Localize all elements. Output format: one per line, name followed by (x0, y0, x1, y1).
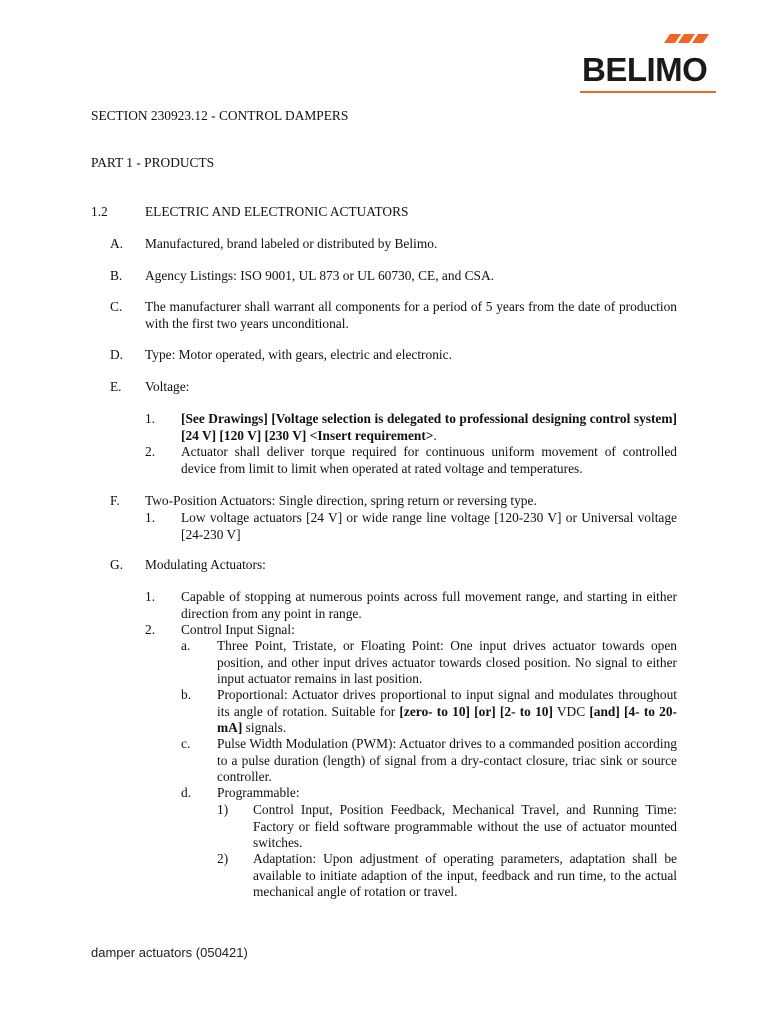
logo-underline (580, 91, 716, 93)
item-e1-bold: [See Drawings] [Voltage selection is delegated to professional designing control system] [24 V] [120 V] [230 V] <Insert requirement> (181, 411, 677, 443)
item-g1-label: 1. (145, 589, 156, 604)
item-g2a-text: Three Point, Tristate, or Floating Point: One input drives actuator towards open position, and other input drives actuator towards closed position. No signal to either input actuator remains in last position. (217, 638, 677, 686)
item-g2b-text1: Proportional: Actuator drives proportional to input signal and modulates throughout its angle of rotation. Suitable for (217, 687, 677, 719)
item-e2-label: 2. (145, 444, 156, 459)
item-g2b-bold1: [zero- to 10] [or] [2- to 10] (399, 703, 553, 719)
item-g2b-text (217, 687, 677, 737)
item-g-label: G. (110, 557, 124, 572)
item-g2d2-label: 2) (217, 851, 229, 866)
item-g2c-text: Pulse Width Modulation (PWM): Actuator drives to a commanded position according to a pulse duration (length) of signal from a dry-contact closure, triac sink or source controller. (217, 736, 677, 784)
item-g2a-label: a. (181, 638, 191, 653)
item-f-text: Two-Position Actuators: Single direction, spring return or reversing type. (145, 493, 537, 508)
item-b-label: B. (110, 268, 123, 283)
article-number: 1.2 (91, 204, 108, 219)
item-f-label: F. (110, 493, 120, 508)
item-e1-label: 1. (145, 411, 156, 426)
item-g2b-text3: signals. (242, 720, 287, 735)
item-d-text: Type: Motor operated, with gears, electric and electronic. (145, 347, 452, 362)
article-title: ELECTRIC AND ELECTRONIC ACTUATORS (145, 204, 409, 219)
item-g2d-label: d. (181, 785, 192, 800)
item-e-text: Voltage: (145, 379, 190, 394)
item-b-text: Agency Listings: ISO 9001, UL 873 or UL 60730, CE, and CSA. (145, 268, 495, 283)
item-g2b-bold2: [and] [4- to 20-mA] (217, 703, 678, 735)
page-footer: damper actuators (050421) (91, 945, 248, 960)
item-c-text: The manufacturer shall warrant all components for a period of 5 years from the date of production with the first two years unconditional. (145, 299, 677, 331)
item-e1-tail: . (433, 427, 437, 443)
item-d-label: D. (110, 347, 124, 362)
item-g2b-label: b. (181, 687, 192, 702)
belimo-logo (580, 34, 716, 96)
item-g2d2-text: Adaptation: Upon adjustment of operating parameters, adaptation shall be available to initiate adaption of the input, feedback and run time, to the actual mechanical angle of rotation or travel. (253, 851, 677, 899)
logo-text: BELIMO (582, 51, 708, 88)
item-c-label: C. (110, 299, 123, 314)
item-f1-text: Low voltage actuators [24 V] or wide range line voltage [120-230 V] or Universal voltage [24-230 V] (181, 510, 677, 542)
item-g2c-label: c. (181, 736, 191, 751)
part-title: PART 1 - PRODUCTS (91, 155, 215, 170)
item-g2b-text2: VDC (552, 703, 590, 719)
item-g-text: Modulating Actuators: (145, 557, 266, 572)
item-g2d1-label: 1) (217, 802, 229, 817)
item-a-text: Manufactured, brand labeled or distributed by Belimo. (145, 236, 438, 251)
item-g2-text: Control Input Signal: (181, 622, 295, 637)
item-g1-text: Capable of stopping at numerous points across full movement range, and starting in either direction from any point in range. (181, 589, 677, 621)
item-e1-text (181, 411, 677, 444)
item-f1-label: 1. (145, 510, 156, 525)
item-g2d1-text: Control Input, Position Feedback, Mechanical Travel, and Running Time: Factory or field software programmable without the use of actuator mounted switches. (253, 802, 677, 850)
item-e-label: E. (110, 379, 122, 394)
section-title: SECTION 230923.12 - CONTROL DAMPERS (91, 108, 349, 123)
item-e2-text: Actuator shall deliver torque required for continuous uniform movement of controlled device from limit to limit when operated at rated voltage and temperatures. (181, 444, 677, 476)
item-g2-label: 2. (145, 622, 156, 637)
item-a-label: A. (110, 236, 124, 251)
item-g2d-text: Programmable: (217, 785, 300, 800)
